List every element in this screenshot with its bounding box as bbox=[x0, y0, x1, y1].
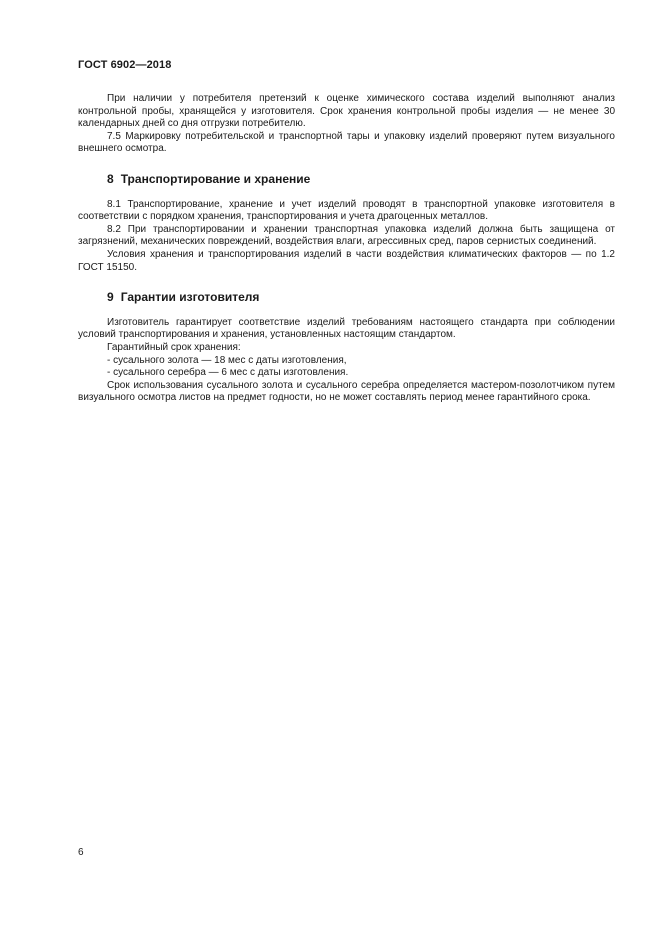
paragraph-7-5: 7.5 Маркировку потребительской и транспортной тары и упаковку изделий проверяют путем визуального внешнего осмотра. bbox=[78, 130, 615, 155]
list-item-gold: - сусального золота — 18 мес с даты изготовления, bbox=[107, 354, 347, 366]
paragraph-complaints: При наличии у потребителя претензий к оценке химического состава изделий выполняют анализ контрольной пробы, хранящейся у изготовителя. Срок хранения контрольной пробы изделия — не менее 30 календарных дней со дня отгрузки потребителю. bbox=[78, 93, 615, 130]
section-title: Гарантии изготовителя bbox=[120, 290, 260, 305]
section-heading-9 bbox=[78, 291, 615, 304]
paragraph-8-1: 8.1 Транспортирование, хранение и учет изделий проводят в транспортной упаковке изготовителя в соответствии с порядком хранения, транспортирования и учета драгоценных металлов. bbox=[78, 198, 615, 223]
section-number: 9 bbox=[107, 290, 114, 305]
paragraph-guarantee: Изготовитель гарантирует соответствие изделий требованиям настоящего стандарта при соблюдении условий транспортирования и хранения, установленных настоящим стандартом. bbox=[78, 316, 615, 341]
document-header: ГОСТ 6902—2018 bbox=[78, 59, 172, 71]
page-content bbox=[78, 93, 615, 405]
paragraph-usage-period: Срок использования сусального золота и сусального серебра определяется мастером-позолотчиком путем визуального осмотра листов на предмет годности, но не может составлять период менее гарантийного срока. bbox=[78, 379, 615, 404]
section-number: 8 bbox=[107, 171, 114, 186]
paragraph-8-2: 8.2 При транспортировании и хранении транспортная упаковка изделий должна быть защищена от загрязнений, механических повреждений, воздействия влаги, агрессивных сред, паров сернистых соединений. bbox=[78, 223, 615, 248]
section-title: Транспортирование и хранение bbox=[120, 171, 311, 186]
list-item-silver: - сусального серебра — 6 мес с даты изготовления. bbox=[107, 367, 349, 379]
paragraph-storage-conditions: Условия хранения и транспортирования изделий в части воздействия климатических факторов — по 1.2 ГОСТ 15150. bbox=[78, 248, 615, 273]
section-heading-8 bbox=[78, 173, 615, 186]
paragraph-warranty-period: Гарантийный срок хранения: bbox=[107, 341, 241, 353]
page-number: 6 bbox=[78, 847, 84, 858]
